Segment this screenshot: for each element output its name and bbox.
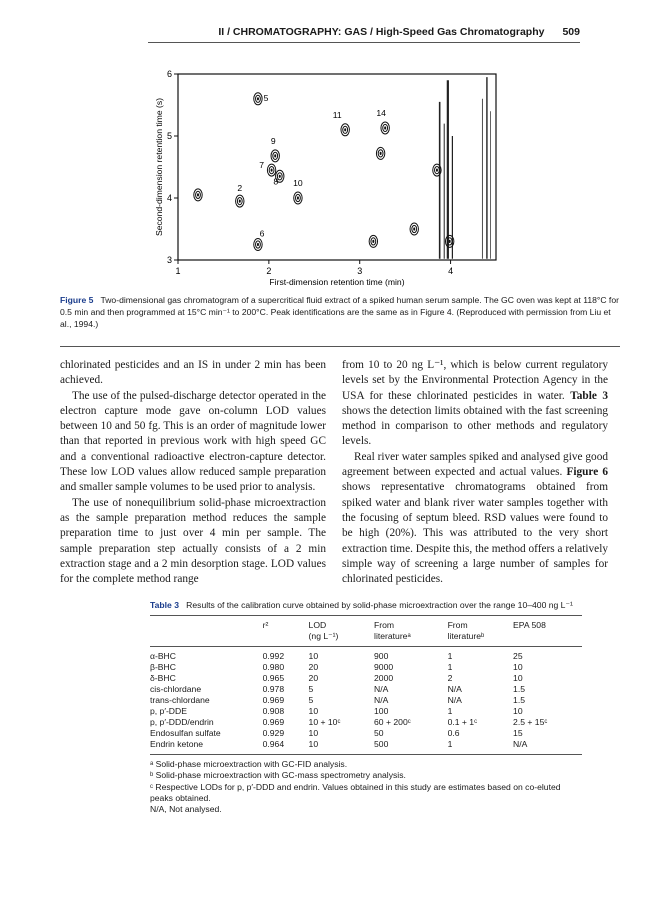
- table-cell: 10: [513, 662, 523, 672]
- table-cell: cis-chlordane: [150, 684, 202, 694]
- peak-label: 11: [332, 109, 342, 120]
- paragraph-text: shows the detection limits obtained with the fast screening method in comparison to other methods and regulatory levels.: [342, 404, 608, 448]
- table-cell: 1: [447, 662, 453, 672]
- table-cell: 25: [513, 651, 523, 661]
- running-header: [148, 26, 580, 43]
- table-row: [150, 728, 582, 739]
- table-cell: 0.1 + 1ᶜ: [447, 717, 478, 727]
- peak-12: [410, 223, 418, 235]
- figure-6-reference[interactable]: Figure 6: [566, 466, 608, 479]
- peak-7: [267, 164, 275, 176]
- table-cell: 10: [308, 728, 319, 738]
- y-tick-label: 6: [166, 69, 172, 79]
- table-cell: α-BHC: [150, 651, 176, 661]
- table-footnotes: [150, 759, 582, 815]
- figure-5: [148, 62, 528, 292]
- table-cell: 1: [447, 739, 453, 749]
- running-header-title: II / CHROMATOGRAPHY: GAS / High-Speed Gas Chromatography: [218, 26, 545, 38]
- table-cell: 15: [513, 728, 523, 738]
- peak-13: [376, 147, 384, 159]
- table-footnote: N/A, Not analysed.: [150, 804, 222, 815]
- paragraph: chlorinated pesticides and an IS in under 2 min has been achieved.: [60, 359, 326, 387]
- table-cell: 0.969: [262, 717, 285, 727]
- figure-caption: [60, 294, 620, 330]
- table-header-row: [150, 631, 582, 642]
- table-cell: 20: [308, 673, 319, 683]
- x-tick-label: 1: [175, 266, 181, 276]
- peak-label: 8: [273, 176, 279, 187]
- caption-rule: [60, 346, 620, 347]
- table-cell: 0.978: [262, 684, 285, 694]
- peak-contour-core: [271, 169, 273, 172]
- table-cell: 0.992: [262, 651, 285, 661]
- table-cell: 1.5: [513, 695, 525, 705]
- table-cell: N/A: [447, 695, 462, 705]
- table-row: [150, 695, 582, 706]
- table-caption: [150, 600, 582, 611]
- table-cell: trans-chlordane: [150, 695, 210, 705]
- table-cell: 10: [308, 651, 319, 661]
- paragraph: The use of nonequilibrium solid-phase microextraction as the sample preparation method reduces the sample preparation time to just over 4 min per sample. The sample preparation step actually consists of a 2 min extraction stage and a 2 min desorption stage. LOD values for the complete method range: [60, 496, 326, 586]
- table-row: [150, 717, 582, 728]
- table-cell: 5: [308, 684, 314, 694]
- table-rule-bottom: [150, 754, 582, 755]
- table-cell: 2: [447, 673, 453, 683]
- table-cell: 60 + 200ᶜ: [374, 717, 411, 727]
- table-caption-label: Table 3: [150, 600, 179, 610]
- table-cell: Endosulfan sulfate: [150, 728, 221, 738]
- table-cell: Endrin ketone: [150, 739, 204, 749]
- table-cell: N/A: [374, 684, 389, 694]
- table-cell: 0.964: [262, 739, 285, 749]
- table-cell: 0.908: [262, 706, 285, 716]
- table-cell: 1.5: [513, 684, 525, 694]
- table-header-cell: r²: [262, 620, 269, 630]
- peak-contour-core: [197, 193, 199, 196]
- figure-caption-label: Figure 5: [60, 295, 94, 305]
- table-cell: 2000: [374, 673, 394, 683]
- table-cell: 20: [308, 662, 319, 672]
- table-header-cell: [263, 631, 309, 642]
- peak-contour-core: [384, 126, 386, 129]
- table-row: [150, 684, 582, 695]
- table-cell: 10: [513, 706, 523, 716]
- peak-label: 14: [376, 107, 386, 118]
- peak-contour-core: [257, 243, 259, 246]
- table-cell: β-BHC: [150, 662, 176, 672]
- peak-label: 10: [293, 178, 303, 188]
- table-header-cell: From: [447, 620, 468, 630]
- peak-11: [341, 124, 349, 136]
- peak-2: [236, 195, 244, 207]
- peak-contour-core: [372, 240, 374, 243]
- table-cell: 0.6: [447, 728, 460, 738]
- table-3-grid: [150, 620, 582, 642]
- peak-contour-core: [449, 240, 451, 243]
- peak-contour-core: [380, 152, 382, 155]
- y-tick-label: 5: [166, 131, 172, 141]
- peak-label: 5: [263, 92, 269, 103]
- peak-contour-core: [274, 154, 276, 157]
- table-cell: 9000: [374, 662, 394, 672]
- table-cell: 0.929: [262, 728, 285, 738]
- table-cell: 10 + 10ᶜ: [308, 717, 341, 727]
- table-cell: N/A: [374, 695, 389, 705]
- paragraph-text: Real river water samples spiked and analysed give good agreement between expected and actual values.: [342, 450, 608, 479]
- peak-5: [254, 93, 262, 105]
- table-cell: p, p′-DDE: [150, 706, 187, 716]
- table-cell: 0.980: [262, 662, 285, 672]
- table-header-cell: LOD: [308, 620, 327, 630]
- table-footnote: ᵇ Solid-phase microextraction with GC-mass spectrometry analysis.: [150, 770, 406, 781]
- peak-contour-core: [257, 97, 259, 100]
- body-right-column: [342, 358, 608, 587]
- peak-label: 9: [270, 135, 276, 146]
- table-footnote: ᶜ Respective LODs for p, p′-DDD and endrin. Values obtained in this study are estimates based on co-eluted peaks obtained.: [150, 781, 561, 803]
- peak-15: [369, 235, 377, 247]
- peak-contour-core: [413, 227, 415, 230]
- y-tick-label: 4: [166, 193, 172, 203]
- table-cell: N/A: [513, 739, 528, 749]
- figure-caption-text: Two-dimensional gas chromatogram of a supercritical fluid extract of a spiked human serum sample. The GC oven was kept at 118°C for 0.5 min and then programmed at 15°C min⁻¹ to 200°C. Peak identifications are the same as in Figure 4. (Reproduced with permission from Liu et al., 1994.): [60, 295, 619, 329]
- table-cell: 0.969: [262, 695, 285, 705]
- paragraph-text: from 10 to 20 ng L⁻¹, which is below current regulatory levels set by the Environmental Protection Agency in the USA for these chlorinated pesticides in water.: [342, 359, 608, 402]
- table-row: [150, 651, 582, 662]
- x-tick-label: 2: [266, 266, 272, 276]
- peak-label: 6: [259, 228, 265, 239]
- table-cell: δ-BHC: [150, 673, 176, 683]
- table-rule-mid: [150, 646, 582, 647]
- table-row: [150, 706, 582, 717]
- table-cell: 2.5 + 15ᶜ: [513, 717, 548, 727]
- table-row: [150, 739, 582, 750]
- table-cell: 0.965: [262, 673, 285, 683]
- table-cell: 100: [374, 706, 389, 716]
- peak-10: [294, 192, 302, 204]
- table-cell: 10: [513, 673, 523, 683]
- paragraph: [342, 358, 608, 450]
- table-header-cell: [513, 631, 582, 642]
- peak-9: [271, 150, 279, 162]
- x-tick-label: 3: [357, 266, 363, 276]
- table-header-cell: EPA 508: [513, 620, 546, 630]
- peak-label: 2: [237, 183, 243, 194]
- peak-contour-core: [297, 196, 299, 199]
- table-cell: N/A: [447, 684, 462, 694]
- paragraph: [342, 450, 608, 588]
- table-cell: 1: [447, 651, 453, 661]
- table-header-cell: From: [374, 620, 395, 630]
- table-row: [150, 662, 582, 673]
- table-cell: p, p′-DDD/endrin: [150, 717, 214, 727]
- table-3-reference[interactable]: Table 3: [570, 389, 608, 402]
- peak-4: [194, 189, 202, 201]
- peak-contour-core: [436, 169, 438, 172]
- chromatogram-plot: [148, 62, 528, 292]
- table-footnote: ᵃ Solid-phase microextraction with GC-FID analysis.: [150, 759, 348, 769]
- table-3-body: [150, 651, 582, 750]
- table-row: [150, 673, 582, 684]
- paragraph: The use of the pulsed-discharge detector operated in the electron capture mode gave on-column LOD values between 10 and 50 fg. This is an order of magnitude lower than that reported in previous work with high speed GC and a conventional radioactive electron-capture detector. These low LOD values allow reduced sample preparation and smaller sample volumes to be used prior to analysis.: [60, 389, 326, 494]
- page-number: 509: [562, 26, 580, 38]
- table-cell: 10: [308, 739, 319, 749]
- table-3: [150, 600, 582, 815]
- table-cell: 900: [374, 651, 389, 661]
- peak-contour-core: [239, 200, 241, 203]
- table-header-cell: literatureᵃ: [374, 631, 411, 641]
- y-axis-title: Second-dimension retention time (s): [154, 97, 164, 237]
- y-tick-label: 3: [166, 255, 172, 265]
- table-header-cell: (ng L⁻¹): [308, 631, 339, 641]
- x-tick-label: 4: [448, 266, 454, 276]
- peak-label: 7: [259, 160, 264, 171]
- table-header-cell: [150, 631, 263, 642]
- peak-6: [254, 239, 262, 251]
- table-cell: 500: [374, 739, 389, 749]
- peak-contour-core: [279, 175, 281, 178]
- body-left-column: [60, 358, 326, 587]
- table-cell: 1: [447, 706, 453, 716]
- table-caption-text: Results of the calibration curve obtained by solid-phase microextraction over the range 10–400 ng L⁻¹: [186, 600, 573, 610]
- table-rule-top: [150, 615, 582, 616]
- peak-contour-core: [344, 128, 346, 131]
- paragraph-text: shows representative chromatograms obtained from spiked water and blank river water samples together with the focusing of septum bleed. RSD values were found to be high (20%). This was attributed to the very short extraction time. Despite this, the method offers a relatively simple way of screening a large number of samples for chlorinated pesticides.: [342, 481, 608, 586]
- table-header-cell: [150, 620, 263, 631]
- table-cell: 50: [374, 728, 384, 738]
- x-axis-title: First-dimension retention time (min): [269, 277, 405, 287]
- table-cell: 10: [308, 706, 319, 716]
- peak-14: [381, 122, 389, 134]
- table-header-cell: literatureᵇ: [447, 631, 485, 641]
- table-header-row: [150, 620, 582, 631]
- table-cell: 5: [308, 695, 314, 705]
